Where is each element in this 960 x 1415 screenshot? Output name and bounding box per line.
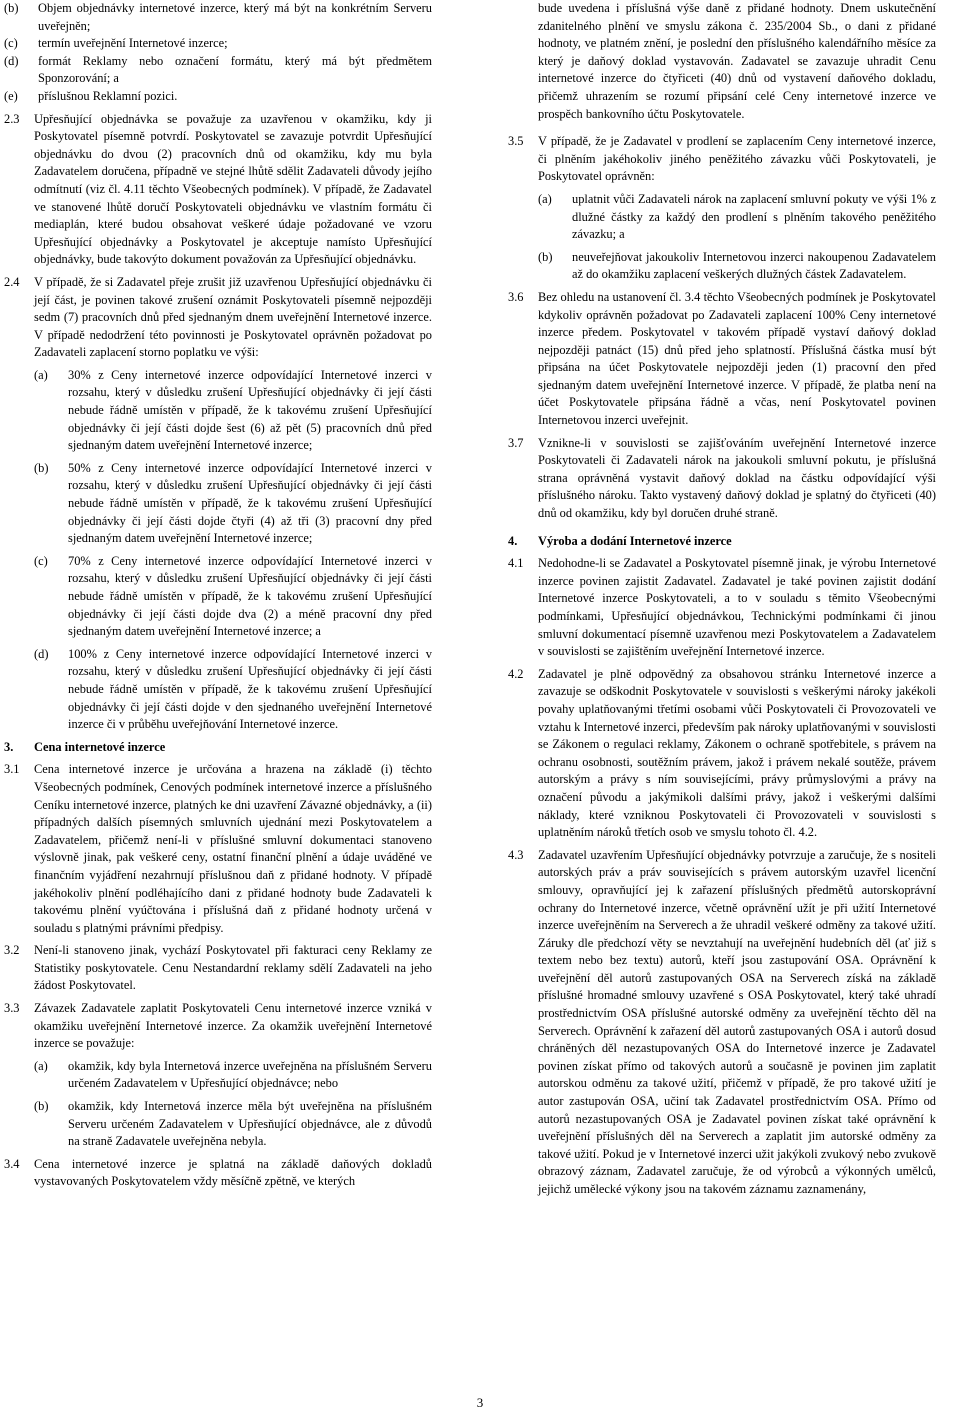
clause-number: 3.6 bbox=[508, 289, 524, 304]
clause-number: 2.3 bbox=[4, 111, 20, 126]
clause-number: 3.3 bbox=[4, 1001, 20, 1016]
clause-text: Cena internetové inzerce je splatná na základě daňových dokladů vystavovaných Poskytovatelem vždy měsíčně zpětně, ve kterých bbox=[34, 1156, 432, 1189]
list-item bbox=[34, 646, 432, 734]
clause-text: Upřesňující objednávka se považuje za uzavřenou v okamžiku, kdy ji Poskytovatel písemně potvrdí. Poskytovatel se zavazuje potvrdit Upřesňující objednávku do dvou (2) pracovních dnů od okamžiku, kdy mu byla Zadavatelem doručena, případně ve stejné lhůtě sdělit Zadavateli důvody jejího odmítnutí (viz čl. 4.11 těchto Všeobecných podmínek). V případě, že Zadavatel ve stanovené lhůtě doručí Poskytovateli objednávku ve vlastním formátu či mediaplán, které budou obsahovat veškeré údaje požadované ve vzoru Upřesňující objednávky a Poskytovatel je akceptuje namísto Upřesňující objednávky, bude takovýto dokument považován za Upřesňující objednávku. bbox=[34, 111, 432, 267]
list-item bbox=[4, 53, 432, 88]
item-label: (b) bbox=[34, 1099, 49, 1114]
heading-number: 4. bbox=[508, 533, 518, 548]
clause-text: Zadavatel uzavřením Upřesňující objednávky potvrzuje a zaručuje, že s nositeli autorských práv a práv souvisejících s právem autorským uzavřel licenční smlouvy, opravňující jej k zařazení příslušných předmětů autorskoprávní ochrany do Internetové inzerce, včetně oprávnění užít je při užití Internetové inzerce uveřejněním na Serverech a že uhradil veškeré odměny za takové užití. Záruky dle předchozí věty se nevztahují na uveřejnění hudebních děl (ať již s textem nebo bez textu) autorů, kteří jsou zastupování OSA. Oprávnění k uveřejnění děl autorů zastupovaných OSA na Serverech získá na základě příslušné hromadné smlouvy uzavřené s OSA Poskytovatel, který také uhradí prostřednictvím OSA příslušné autorské odměny za uveřejnění těchto děl na Serverech. Oprávnění k zařazení děl autorů zastupovaných OSA i autorů dosud chráněných děl nezastupovaných OSA do Internetové inzerce je Zadavatel povinen získat přímo od takových autorů a současně je povinen jim zaplatit autorskou odměnu za takové užití, přičemž v případě, že pro takové užití je autor zastupován OSA, učiní tak Zadavatel prostřednictvím OSA. Přímo od autorů nezastupovaných OSA je Zadavatel povinen získat také oprávnění k uveřejnění příslušných děl na Serverech a zaplatit jim autorské odměny za takové užití. Pokud je v Internetové inzerci užit jakýkoli zvukový nebo zvukově obrazový záznam, Zadavatel zaručuje, že od výrobců a výkonných umělců, jejichž umělecké výkony jsou na takovém záznamu zaznamenány, bbox=[538, 847, 936, 1196]
item-label: (c) bbox=[4, 36, 18, 51]
heading-text: Výroba a dodání Internetové inzerce bbox=[538, 533, 732, 548]
list-item bbox=[34, 1098, 432, 1151]
page-number: 3 bbox=[476, 1395, 484, 1410]
clause-number: 3.1 bbox=[4, 762, 20, 777]
clause-text: Závazek Zadavatele zaplatit Poskytovateli Cenu internetové inzerce vzniká v okamžiku uveřejnění Internetové inzerce. Za okamžik uveřejnění Internetové inzerce se považuje: bbox=[34, 1001, 432, 1051]
clause-text: Vznikne-li v souvislosti se zajišťováním uveřejnění Internetové inzerce Poskytovateli či Zadavateli nárok na jakoukoli smluvní pokutu, je příslušná strana oprávněná vystavit daňový doklad na částku odpovídající výši příslušného nároku. Takto vystavený daňový doklad je splatný do čtyřiceti (40) dnů od okamžiku, kdy byl doručen druhé straně. bbox=[538, 435, 936, 521]
clause-2-4 bbox=[4, 274, 432, 362]
list-item bbox=[34, 1058, 432, 1093]
list-item bbox=[538, 191, 936, 244]
clause-4-1 bbox=[508, 555, 936, 661]
list-item bbox=[4, 0, 432, 35]
item-text: 50% z Ceny internetové inzerce odpovídající Internetové inzerci v rozsahu, který v důsledku zrušení Upřesňující objednávky či její části nebude řádně umístěn v případě, že k takovému zrušení Upřesňující objednávky či její části dojde čtyři (4) až tři (3) pracovní dny před sjednaným datem uveřejnění Internetové inzerce; bbox=[68, 460, 432, 546]
item-text: okamžik, kdy Internetová inzerce měla být uveřejněna na příslušném Serveru určeném Zadavatelem v Upřesňující objednávce, ale z důvodů na straně Zadavatele uveřejněna nebyla. bbox=[68, 1099, 432, 1149]
item-label: (d) bbox=[34, 646, 49, 661]
list-item bbox=[4, 88, 432, 106]
item-label: (a) bbox=[34, 367, 48, 382]
item-text: termín uveřejnění Internetové inzerce; bbox=[38, 36, 228, 51]
clause-number: 4.1 bbox=[508, 556, 524, 571]
right-column bbox=[508, 0, 936, 1199]
item-text: Objem objednávky internetové inzerce, který má být na konkrétním Serveru uveřejněn; bbox=[38, 1, 432, 33]
clause-3-7 bbox=[508, 435, 936, 523]
left-column bbox=[4, 0, 432, 1191]
item-text: 70% z Ceny internetové inzerce odpovídající Internetové inzerci v rozsahu, který v důsledku zrušení Upřesňující objednávky či její části nebude řádně umístěn v případě, že k takovému zrušení Upřesňující objednávky či její části dojde dva (2) a méně pracovní dny před sjednaným datem uveřejnění Internetové inzerce; a bbox=[68, 553, 432, 639]
heading-number: 3. bbox=[4, 739, 14, 754]
clause-text: Cena internetové inzerce je určována a hrazena na základě (i) těchto Všeobecných podmínek, Cenových podmínek internetové inzerce a příslušného Ceníku internetové inzerce, platných ke dni uzavření Závazné objednávky, a (ii) případných dalších písemných smluvních ujednání mezi Poskytovatelem a Zadavatelem, přičemž není-li v příslušné smluvní dokumentaci stanoveno výslovně jinak, pak veškeré ceny, ostatní finanční plnění a údaje uváděné ve finančním vyjádření nezahrnují příslušnou daň z přidané hodnoty. V případě jakéhokoliv plnění podléhajícího dani z přidané hodnoty bude Zadavateli k takovému plnění vyúčtována i příslušná daň z přidané hodnoty určená v souladu s platnými právními předpisy. bbox=[34, 762, 432, 935]
item-label: (b) bbox=[4, 1, 19, 15]
item-text: 30% z Ceny internetové inzerce odpovídající Internetové inzerci v rozsahu, který v důsledku zrušení Upřesňující objednávky či její části nebude řádně umístěn v případě, že k takovému zrušení Upřesňující objednávky či její části dojde šest (6) až pět (5) pracovních dnů před sjednaným datem uveřejnění Internetové inzerce; bbox=[68, 367, 432, 453]
clause-text: bude uvedena i příslušná výše daně z přidané hodnoty. Dnem uskutečnění zdanitelného plnění ve smyslu zákona č. 235/2004 Sb., o dani z přidané hodnoty, ve platném znění, je poslední den příslušného kalendářního měsíce za který je daňový doklad vystavován. Zadavatel se zavazuje uhradit Cenu internetové inzerce do čtyřiceti (40) dnů od vystavení daňového dokladu, přičemž uhrazením se rozumí připsání celé Ceny internetové inzerce ve prospěch bankovního účtu Poskytovatele. bbox=[538, 1, 936, 121]
item-text: okamžik, kdy byla Internetová inzerce uveřejněna na příslušném Serveru určeném Zadavatelem v Upřesňující objednávce; nebo bbox=[68, 1058, 432, 1091]
list-item bbox=[34, 367, 432, 455]
clause-3-6 bbox=[508, 289, 936, 430]
clause-number: 4.3 bbox=[508, 847, 524, 862]
list-item bbox=[34, 460, 432, 548]
clause-text: Nedohodne-li se Zadavatel a Poskytovatel písemně jinak, je výrobu Internetové inzerce povinen zajistit Zadavatel. Zadavatel je také povinen zajistit dodání Internetové inzerce Poskytovateli, a to v souladu s těmito Všeobecnými podmínkami, Upřesňující objednávkou, Technickými podmínkami či jinou smluvní dokumentací písemně uzavřenou mezi Poskytovatelem a Zadavatelem v souvislosti se zajištěním uveřejnění Internetové inzerce. bbox=[538, 556, 936, 659]
clause-text: Není-li stanoveno jinak, vychází Poskytovatel při fakturaci ceny Reklamy ze Statistiky poskytovatele. Cenu Nestandardní reklamy sdělí Zadavateli na jeho žádost Poskytovatel. bbox=[34, 943, 432, 993]
clause-3-4-continued bbox=[508, 0, 936, 123]
heading-text: Cena internetové inzerce bbox=[34, 739, 166, 754]
list-item bbox=[538, 249, 936, 284]
item-label: (c) bbox=[34, 553, 48, 568]
clause-2-3 bbox=[4, 111, 432, 269]
clause-3-2 bbox=[4, 942, 432, 995]
clause-text: Bez ohledu na ustanovení čl. 3.4 těchto Všeobecných podmínek je Poskytovatel kdykoliv oprávněn požadovat po Zadavateli zaplacení 100% Ceny internetové inzerce předem. Poskytovatel v takovém případě vystaví daňový doklad nejpozději patnáct (15) dnů před jeho splatností. Příslušná částka musí být připsána na účet Poskytovatele nejpozději jeden (1) pracovní den před sjednaným datem uveřejnění Internetové inzerce. V případě, že platba není na účet Poskytovatele připsána řádně a včas, není Poskytovatel povinen Internetovou inzerci uveřejnit. bbox=[538, 289, 936, 428]
list-item bbox=[34, 553, 432, 641]
clause-number: 2.4 bbox=[4, 274, 20, 289]
clause-number: 3.5 bbox=[508, 134, 524, 149]
item-text: neuveřejňovat jakoukoliv Internetovou inzerci nakoupenou Zadavatelem až do okamžiku zaplacení veškerých dlužných částek Zadavatelem. bbox=[572, 249, 936, 282]
item-label: (e) bbox=[4, 88, 18, 103]
clause-number: 3.2 bbox=[4, 943, 20, 958]
item-text: uplatnit vůči Zadavateli nárok na zaplacení smluvní pokuty ve výši 1% z dlužné částky za každý den prodlení s plněním takového peněžitého závazku; a bbox=[572, 191, 936, 242]
section-heading-4 bbox=[508, 533, 936, 551]
list-item bbox=[4, 35, 432, 53]
item-label: (a) bbox=[34, 1058, 48, 1073]
clause-text: V případě, že je Zadavatel v prodlení se zaplacením Ceny internetové inzerce, či plněním jakéhokoliv jiného peněžitého závazku vůči Poskytovateli, je Poskytovatel oprávněn: bbox=[538, 134, 936, 184]
clause-3-5 bbox=[508, 133, 936, 186]
clause-number: 3.7 bbox=[508, 435, 524, 450]
clause-number: 3.4 bbox=[4, 1156, 20, 1171]
item-label: (a) bbox=[538, 191, 552, 206]
clause-3-3 bbox=[4, 1000, 432, 1053]
item-label: (d) bbox=[4, 53, 19, 68]
item-text: formát Reklamy nebo označení formátu, který má být předmětem Sponzorování; a bbox=[38, 53, 432, 86]
item-label: (b) bbox=[34, 460, 49, 475]
item-label: (b) bbox=[538, 249, 553, 264]
item-text: 100% z Ceny internetové inzerce odpovídající Internetové inzerci v rozsahu, který v důsledku zrušení Upřesňující objednávky či její části nebude řádně umístěn v případě, že k takovému zrušení Upřesňující objednávky či její části dojde v den sjednaného uveřejnění Internetové inzerce či v průběhu uveřejňování Internetové inzerce. bbox=[68, 646, 432, 732]
item-text: příslušnou Reklamní pozici. bbox=[38, 88, 178, 103]
clause-number: 4.2 bbox=[508, 666, 524, 681]
clause-3-4 bbox=[4, 1156, 432, 1191]
clause-3-1 bbox=[4, 761, 432, 937]
section-heading-3 bbox=[4, 739, 432, 757]
clause-text: Zadavatel je plně odpovědný za obsahovou stránku Internetové inzerce a zavazuje se odškodnit Poskytovatele v souvislosti s veškerými nároky jakékoli povahy uplatňovanými třetími osobami vůči Poskytovateli či Provozovateli ve vztahu k Internetové inzerci, především pak nároky uplatňovanými v souvislosti se Zákonem o regulaci reklamy, Zákonem o ochraně spotřebitele, s právem na ochranu osobnosti, soutěžním právem, jakož i právem nekalé soutěže, právem autorským a právy s ním souvisejícími, právy průmyslovými a právy na označení původu a jakýmikoli dalšími právy, jakož i veškerými dalšími náklady, které vzniknou Poskytovateli či Provozovateli v souvislosti s uplatněním nároků třetích osob ve smyslu tohoto čl. 4.2. bbox=[538, 666, 936, 840]
clause-text: V případě, že si Zadavatel přeje zrušit již uzavřenou Upřesňující objednávku či její část, je povinen takové zrušení oznámit Poskytovateli písemně nejpozději sedm (7) pracovních dnů před sjednaným dnem uveřejnění Internetové inzerce. V případě nedodržení této povinnosti je Poskytovatel oprávněn požadovat po Zadavateli zaplacení storno poplatku ve výši: bbox=[34, 274, 432, 360]
clause-4-3 bbox=[508, 847, 936, 1199]
clause-4-2 bbox=[508, 666, 936, 842]
